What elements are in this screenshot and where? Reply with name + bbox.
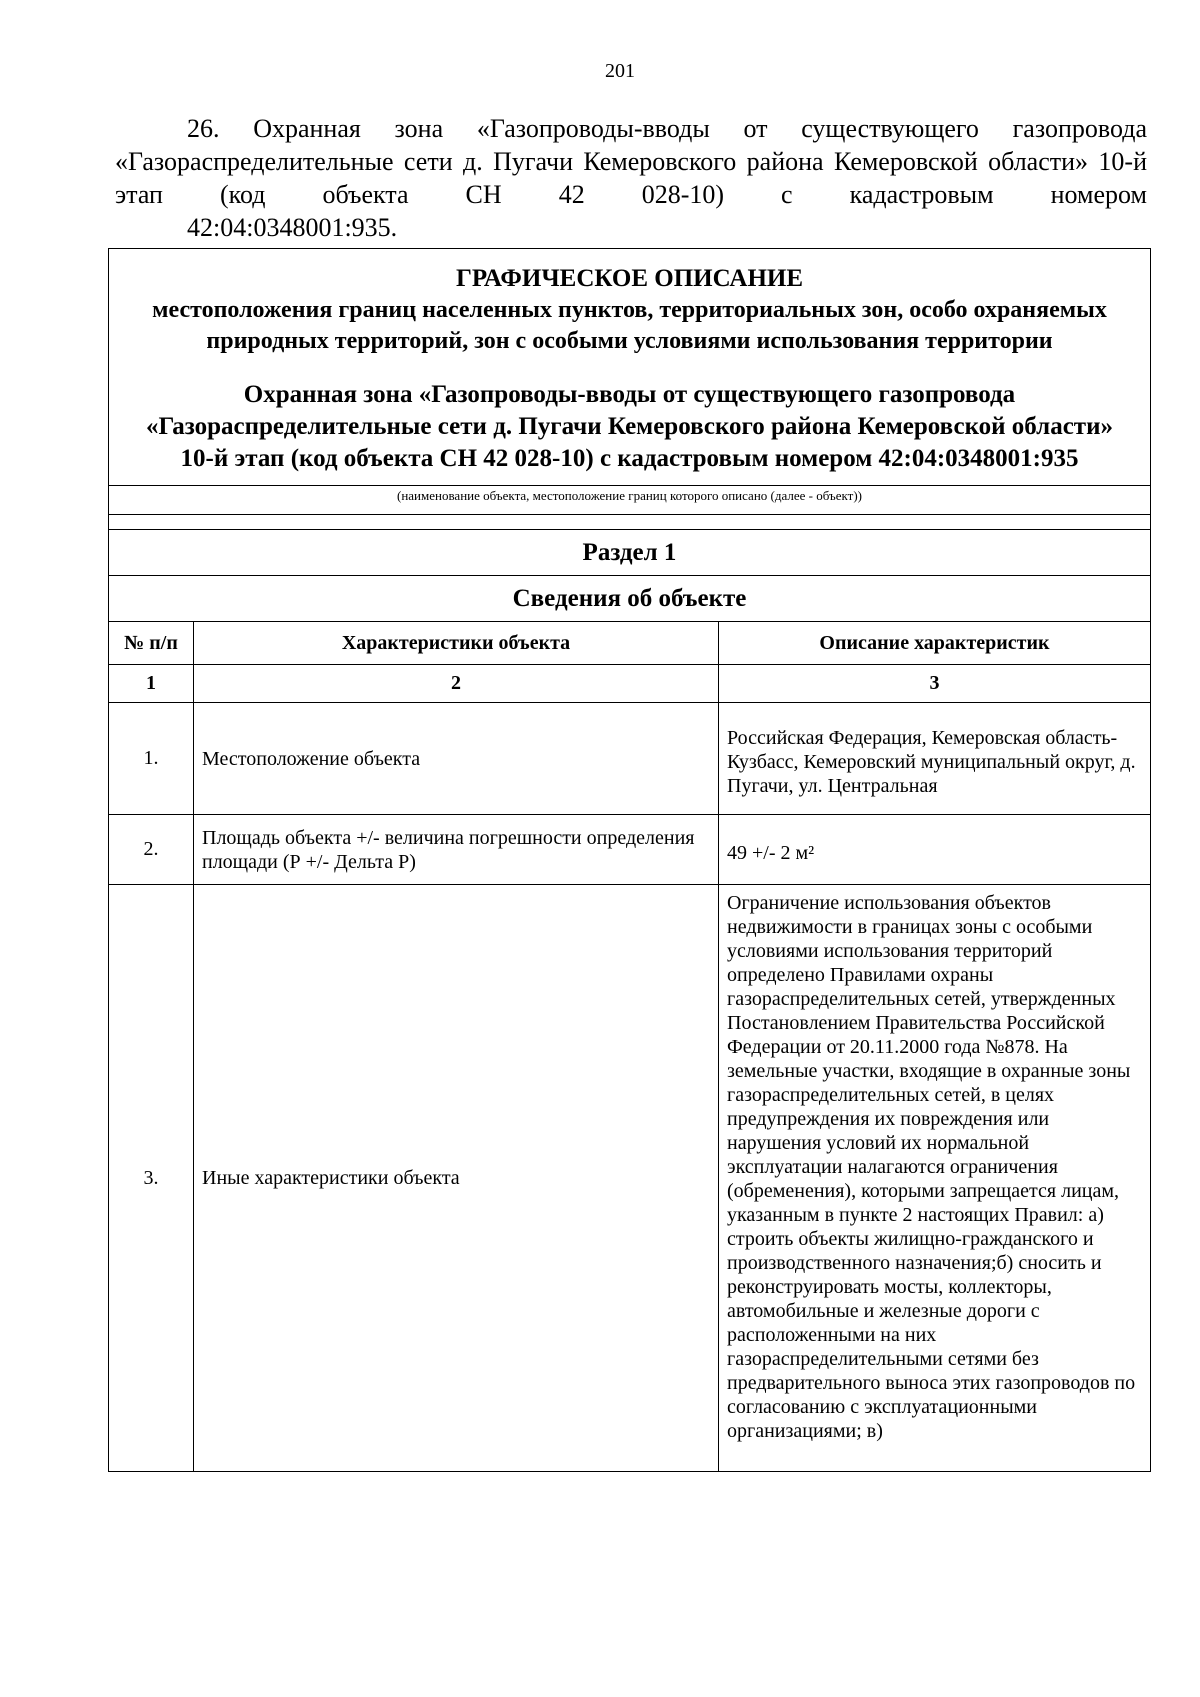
header-cell <box>109 249 1151 486</box>
row-characteristic: Местоположение объекта <box>194 703 719 815</box>
row-characteristic: Иные характеристики объекта <box>194 885 719 1472</box>
intro-cadastral-number: 42:04:0348001:935. <box>187 213 398 242</box>
row-number: 2. <box>109 815 194 885</box>
section-title: Раздел 1 <box>109 530 1151 576</box>
object-caption: (наименование объекта, местоположение границ которого описано (далее - объект)) <box>109 486 1151 515</box>
graphic-description-table <box>108 248 1151 1472</box>
row-number: 1. <box>109 703 194 815</box>
page-number: 201 <box>605 60 635 82</box>
table-row <box>109 815 1151 885</box>
row-description-cell <box>719 885 1151 1472</box>
intro-paragraph <box>115 112 1147 244</box>
section-subtitle: Сведения об объекте <box>109 576 1151 622</box>
column-number-1: 1 <box>109 665 194 703</box>
document-subtitle: местоположения границ населенных пунктов, территориальных зон, особо охраняемых природных территорий, зон с особыми условиями использования территории <box>152 297 1107 354</box>
column-numbers-row <box>109 665 1151 703</box>
column-header-characteristic: Характеристики объекта <box>194 622 719 665</box>
row-characteristic: Площадь объекта +/- величина погрешности определения площади (Р +/- Дельта Р) <box>194 815 719 885</box>
row-description: 49 +/- 2 м² <box>719 815 1151 885</box>
caption-row <box>109 486 1151 515</box>
section-subtitle-row <box>109 576 1151 622</box>
column-number-3: 3 <box>719 665 1151 703</box>
row-description: Ограничение использования объектов недвижимости в границах зоны с особыми условиями использования территорий определено Правилами охраны газораспределительных сетей, утвержденных Постановлением Правительства Российской Федерации от 20.11.2000 года №878. На земельные участки, входящие в охранные зоны газораспределительных сетей, в целях предупреждения их повреждения или нарушения условий их нормальной эксплуатации налагаются ограничения (обременения), которыми запрещается лицам, указанным в пункте 2 настоящих Правил: а) строить объекты жилищно-гражданского и производственного назначения;б) сносить и реконструировать мосты, коллекторы, автомобильные и железные дороги с расположенными на них газораспределительными сетями без предварительного выноса этих газопроводов по согласованию с эксплуатационными организациями; в) <box>727 892 1136 1442</box>
column-header-description: Описание характеристик <box>719 622 1151 665</box>
intro-text: 26. Охранная зона «Газопроводы-вводы от существующего газопровода «Газораспределительные сети д. Пугачи Кемеровского района Кемеровской области» 10-й этап (код объекта СН 42 028-10) с кадастровым номером <box>115 114 1147 209</box>
object-name: Охранная зона «Газопроводы-вводы от существующего газопровода «Газораспределительные сети д. Пугачи Кемеровского района Кемеровской области» 10-й этап (код объекта СН 42 028-10) с кадастровым номером 42:04:0348001:935 <box>146 381 1113 472</box>
document-title: ГРАФИЧЕСКОЕ ОПИСАНИЕ <box>455 265 804 292</box>
spacer-cell <box>109 515 1151 530</box>
section-title-row <box>109 530 1151 576</box>
column-number-2: 2 <box>194 665 719 703</box>
table-row <box>109 703 1151 815</box>
column-header-number: № п/п <box>109 622 194 665</box>
header-row <box>109 249 1151 486</box>
spacer-row <box>109 515 1151 530</box>
row-number: 3. <box>109 885 194 1472</box>
column-headers-row <box>109 622 1151 665</box>
table-row <box>109 885 1151 1472</box>
row-description: Российская Федерация, Кемеровская область-Кузбасс, Кемеровский муниципальный округ, д. Пугачи, ул. Центральная <box>719 703 1151 815</box>
